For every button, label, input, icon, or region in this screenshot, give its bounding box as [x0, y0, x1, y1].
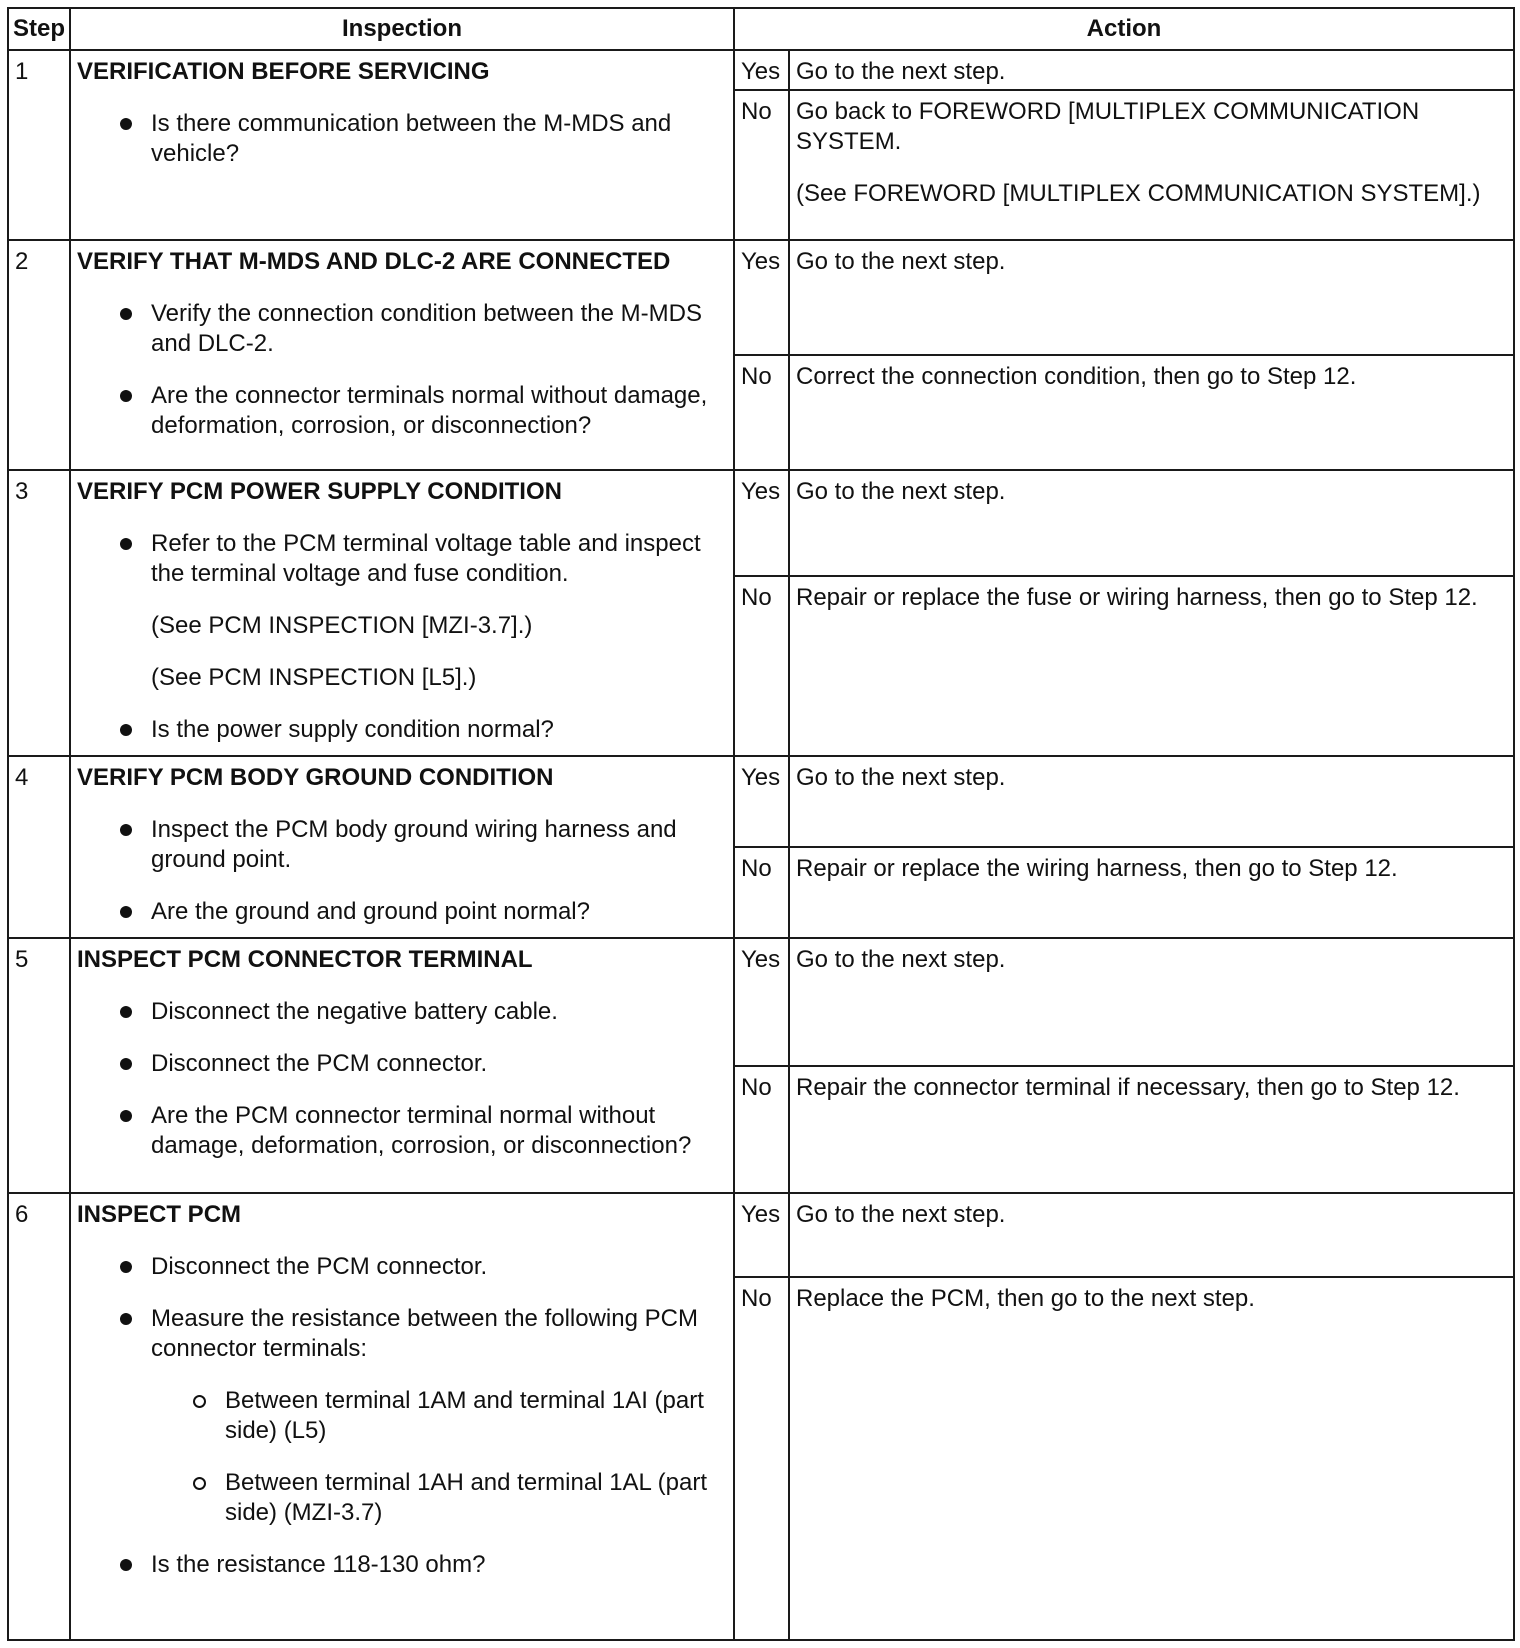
step-number: 1 [8, 50, 70, 240]
no-action-text: Go back to FOREWORD [MULTIPLEX COMMUNICATION SYSTEM. [796, 98, 1420, 155]
yes-action: Go to the next step. [789, 756, 1514, 847]
no-action-reference: (See FOREWORD [MULTIPLEX COMMUNICATION SYSTEM].) [796, 180, 1481, 207]
sub-bullet-item: Between terminal 1AM and terminal 1AI (part side) (L5) [151, 1386, 727, 1446]
bullet-item: Is the resistance 118-130 ohm? [77, 1550, 727, 1580]
yes-label: Yes [734, 240, 789, 355]
step-number: 5 [8, 938, 70, 1193]
reference-text: (See PCM INSPECTION [L5].) [151, 664, 477, 691]
bullet-list [77, 299, 727, 441]
step-inspection [70, 470, 734, 756]
step-number: 4 [8, 756, 70, 938]
bullet-text: Refer to the PCM terminal voltage table and inspect the terminal voltage and fuse condition. [151, 530, 701, 587]
step-column-header: Step [8, 8, 70, 50]
yes-action: Go to the next step. [789, 240, 1514, 355]
no-action: Replace the PCM, then go to the next step. [789, 1277, 1514, 1640]
no-label: No [734, 847, 789, 938]
no-label: No [734, 1277, 789, 1640]
yes-action: Go to the next step. [789, 1193, 1514, 1277]
bullet-item: Are the PCM connector terminal normal without damage, deformation, corrosion, or disconnection? [77, 1101, 727, 1161]
step-inspection [70, 1193, 734, 1640]
action-column-header: Action [734, 8, 1514, 50]
bullet-list [77, 815, 727, 927]
yes-label: Yes [734, 470, 789, 576]
step-title: INSPECT PCM [77, 1201, 242, 1228]
step-title: VERIFY PCM POWER SUPPLY CONDITION [77, 478, 562, 505]
yes-label: Yes [734, 756, 789, 847]
bullet-item: Disconnect the PCM connector. [77, 1049, 727, 1079]
bullet-item: Disconnect the PCM connector. [77, 1252, 727, 1282]
bullet-item [77, 529, 727, 693]
step-number: 3 [8, 470, 70, 756]
step-inspection [70, 240, 734, 470]
no-label: No [734, 1066, 789, 1193]
step-6-yes-row [8, 1193, 1514, 1277]
no-action: Correct the connection condition, then go to Step 12. [789, 355, 1514, 470]
no-label: No [734, 90, 789, 240]
bullet-item: Is there communication between the M-MDS and vehicle? [77, 109, 727, 169]
bullet-item: Disconnect the negative battery cable. [77, 997, 727, 1027]
no-action: Repair or replace the wiring harness, then go to Step 12. [789, 847, 1514, 938]
inspection-column-header: Inspection [70, 8, 734, 50]
step-5-yes-row [8, 938, 1514, 1066]
bullet-item: Are the ground and ground point normal? [77, 897, 727, 927]
step-inspection [70, 938, 734, 1193]
bullet-text: Measure the resistance between the following PCM connector terminals: [151, 1305, 698, 1362]
yes-label: Yes [734, 1193, 789, 1277]
bullet-list [77, 997, 727, 1161]
yes-action: Go to the next step. [789, 50, 1514, 90]
no-label: No [734, 576, 789, 756]
step-title: INSPECT PCM CONNECTOR TERMINAL [77, 946, 533, 973]
step-number: 6 [8, 1193, 70, 1640]
bullet-item: Is the power supply condition normal? [77, 715, 727, 745]
bullet-item: Verify the connection condition between the M-MDS and DLC-2. [77, 299, 727, 359]
step-title: VERIFICATION BEFORE SERVICING [77, 58, 490, 85]
header-row [8, 8, 1514, 50]
step-title: VERIFY THAT M-MDS AND DLC-2 ARE CONNECTED [77, 248, 671, 275]
step-1-yes-row [8, 50, 1514, 90]
yes-label: Yes [734, 938, 789, 1066]
step-3-yes-row [8, 470, 1514, 576]
no-action: Repair the connector terminal if necessary, then go to Step 12. [789, 1066, 1514, 1193]
step-4-yes-row [8, 756, 1514, 847]
sub-bullet-item: Between terminal 1AH and terminal 1AL (part side) (MZI-3.7) [151, 1468, 727, 1528]
no-action: Repair or replace the fuse or wiring harness, then go to Step 12. [789, 576, 1514, 756]
bullet-list [77, 1252, 727, 1580]
step-title: VERIFY PCM BODY GROUND CONDITION [77, 764, 554, 791]
bullet-list [77, 109, 727, 169]
diagnostic-procedure-table [7, 7, 1515, 1641]
step-number: 2 [8, 240, 70, 470]
step-2-yes-row [8, 240, 1514, 355]
yes-action: Go to the next step. [789, 938, 1514, 1066]
bullet-item: Are the connector terminals normal without damage, deformation, corrosion, or disconnection? [77, 381, 727, 441]
yes-label: Yes [734, 50, 789, 90]
step-inspection [70, 50, 734, 240]
sub-bullet-list [151, 1386, 727, 1528]
no-label: No [734, 355, 789, 470]
procedure-sheet [7, 7, 1513, 1641]
bullet-item: Inspect the PCM body ground wiring harness and ground point. [77, 815, 727, 875]
reference-text: (See PCM INSPECTION [MZI-3.7].) [151, 612, 533, 639]
bullet-item [77, 1304, 727, 1528]
yes-action: Go to the next step. [789, 470, 1514, 576]
no-action [789, 90, 1514, 240]
step-inspection [70, 756, 734, 938]
bullet-list [77, 529, 727, 745]
